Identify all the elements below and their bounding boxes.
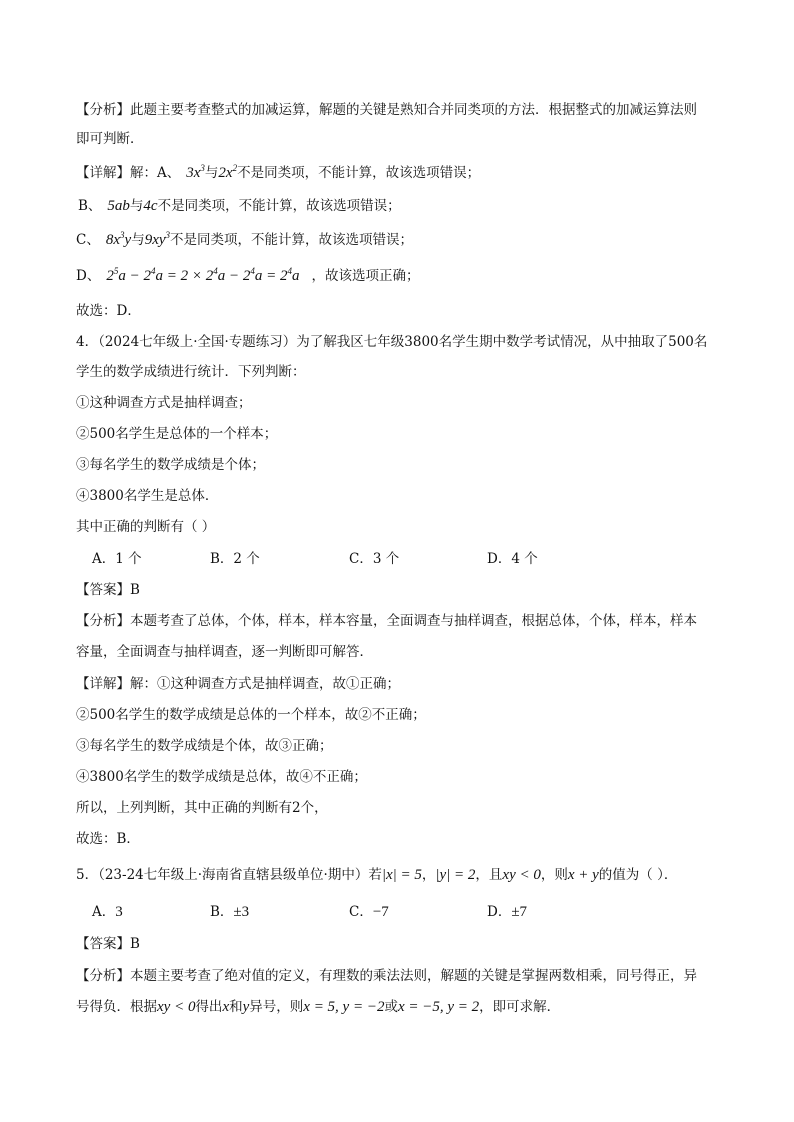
analysis-line-1: 【分析】此题主要考查整式的加减运算，解题的关键是熟知合并同类项的方法．根据整式的加减运算法则 [76,102,697,118]
q4-detail-1: 【详解】解：①这种调查方式是抽样调查，故①正确； [76,676,400,692]
math-8x3y: $8x^3y$ [105,230,132,248]
detail-option-a: 【详解】解：A、 $3x^3$与$2x^2$不是同类项，不能计算，故该选项错误； [76,163,481,181]
choose-line-q3: 故选：D． [76,303,141,319]
q4-option-d: D．4 个 [487,551,538,567]
math-d-equation: $2^5a - 2^4a = 2 \times 2^4a - 2^4a = 2^4a$ [106,266,300,284]
q5-analysis-line-2: 号得负．根据xy < 0得出x和y异号，则x = 5, y = −2或x = −5, y = 2，即可求解． [76,999,561,1015]
math-x: x [222,999,230,1015]
q4-statement-2: ②500名学生是总体的一个样本； [76,426,278,442]
q5-answer: 【答案】B [76,936,140,952]
math-4c: 4c [143,198,158,214]
q4-statement-1: ①这种调查方式是抽样调查； [76,395,252,411]
detail-option-c: C、 $8x^3y$与$9xy^3$不是同类项，不能计算，故该选项错误； [76,230,414,248]
math-9xy3: $9xy^3$ [144,230,171,248]
math-solution-2: x = −5, y = 2 [397,999,480,1015]
q4-detail-3: ③每名学生的数学成绩是个体，故③正确； [76,738,333,754]
math-y: y [242,999,250,1015]
q5-option-c: C．−7 [349,904,389,920]
math-abs-y: |y| = 2 [435,867,476,883]
q4-statement-3: ③每名学生的数学成绩是个体； [76,457,265,473]
q4-option-b: B．2 个 [210,551,260,567]
q4-option-c: C．3 个 [349,551,400,567]
q5-stem: 5．（23-24七年级上·海南省直辖县级单位·期中）若|x| = 5，|y| = 2，且xy < 0，则x + y的值为（ ）． [76,867,678,883]
q5-analysis-line-1: 【分析】本题主要考查了绝对值的定义，有理数的乘法法则，解题的关键是掌握两数相乘，同号得正，异 [76,968,697,984]
q4-stem-line-1: 4．（2024七年级上·全国·专题练习）为了解我区七年级3800名学生期中数学考试情况，从中抽取了500名 [76,334,708,350]
math-3x3: $3x^3$ [186,163,205,181]
math-x-plus-y: x + y [567,867,599,883]
q4-prompt: 其中正确的判断有（ ） [76,519,216,535]
q4-stem-line-2: 学生的数学成绩进行统计．下列判断： [76,364,306,380]
q4-option-a: A．1 个 [92,551,142,567]
q4-statement-4: ④3800名学生是总体． [76,488,219,504]
math-abs-x: |x| = 5 [381,867,422,883]
q5-option-a: A．3 [92,904,123,920]
q4-analysis-line-2: 容量，全面调查与抽样调查，逐一判断即可解答． [76,644,373,660]
detail-option-d: D、 $2^5a - 2^4a = 2 \times 2^4a - 2^4a = 2^4a$ ，故该选项正确； [76,266,420,284]
math-solution-1: x = 5, y = −2 [303,999,385,1015]
math-xy-negative: xy < 0 [502,867,541,883]
q4-analysis-line-1: 【分析】本题考查了总体，个体，样本，样本容量，全面调查与抽样调查，根据总体，个体，样本，样本 [76,613,697,629]
math-2x2: $2x^2$ [218,163,238,181]
q4-detail-2: ②500名学生的数学成绩是总体的一个样本，故②不正确； [76,707,426,723]
analysis-line-2: 即可判断． [76,131,144,147]
math-5ab: 5ab [107,198,130,214]
detail-option-b: B、 5ab与4c不是同类项，不能计算，故该选项错误； [78,198,401,214]
q5-option-d: D．±7 [487,904,528,920]
math-xy-negative-2: xy < 0 [157,999,196,1015]
q4-answer: 【答案】B [76,582,140,598]
q4-detail-5: 所以，上列判断，其中正确的判断有2个， [76,800,328,816]
q4-detail-4: ④3800名学生的数学成绩是总体，故④不正确； [76,769,367,785]
q4-detail-6: 故选：B． [76,831,140,847]
q5-option-b: B．±3 [210,904,250,920]
